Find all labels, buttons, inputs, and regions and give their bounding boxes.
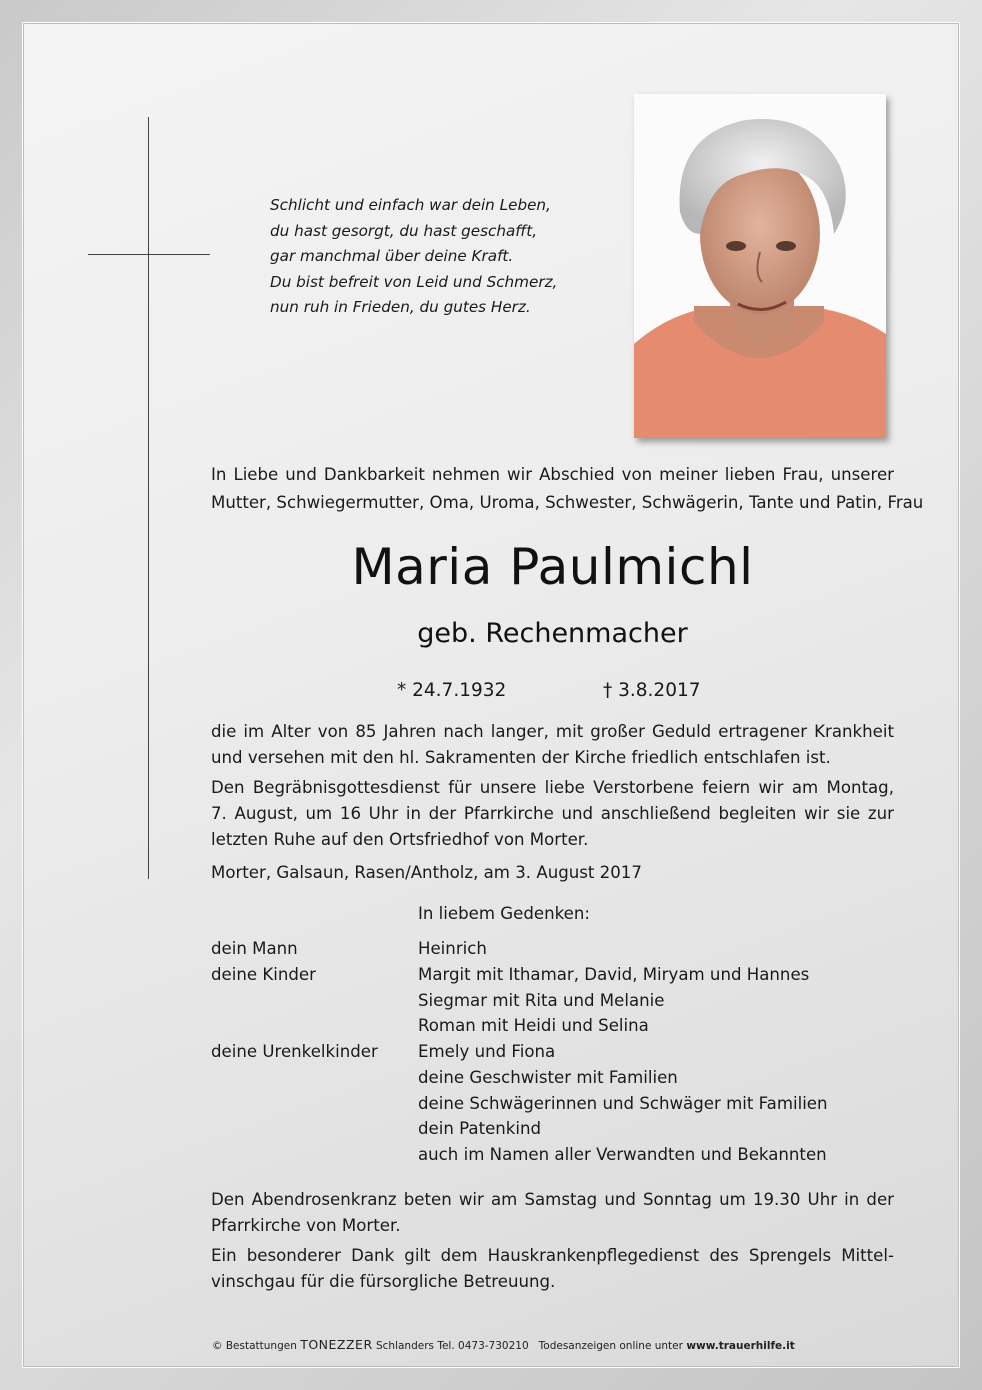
rosary-line: Den Abendrosenkranz beten wir am Samstag und Sonntag um 19.30 Uhr in der <box>211 1190 894 1209</box>
poem-line: du hast gesorgt, du hast geschafft, <box>270 221 538 240</box>
rosary-line: Pfarrkirche von Morter. <box>211 1216 401 1235</box>
thanks-line: Ein besonderer Dank gilt dem Hauskrankenpflegedienst des Sprengels Mittel- <box>211 1246 894 1265</box>
footer-online-text: Todesanzeigen online unter <box>538 1340 683 1352</box>
memory-heading: In liebem Gedenken: <box>418 904 590 923</box>
cross-icon-vertical <box>148 117 149 879</box>
family-label: deine Kinder <box>211 965 316 984</box>
portrait-photo <box>634 94 886 438</box>
family-name: Heinrich <box>418 939 487 958</box>
rosary-paragraph <box>211 1187 894 1239</box>
maiden-name: geb. Rechenmacher <box>417 618 688 649</box>
body-line: letzten Ruhe auf den Ortsfriedhof von Morter. <box>211 830 589 849</box>
footer <box>212 1338 795 1353</box>
intro-text-2 <box>211 490 924 516</box>
family-name: Emely und Fiona <box>418 1042 556 1061</box>
footer-copyright: © Bestattungen <box>212 1340 297 1352</box>
family-label: deine Urenkelkinder <box>211 1042 378 1061</box>
deceased-name: Maria Paulmichl <box>351 538 754 596</box>
thanks-line: vinschgau für die fürsorgliche Betreuung. <box>211 1272 556 1291</box>
poem <box>270 193 610 321</box>
body-paragraph-2 <box>211 775 894 853</box>
birth-date: * 24.7.1932 <box>397 680 507 701</box>
poem-line: gar manchmal über deine Kraft. <box>270 247 514 266</box>
poem-line: Schlicht und einfach war dein Leben, <box>270 196 551 214</box>
family-name: auch im Namen aller Verwandten und Bekannten <box>418 1145 827 1164</box>
family-name: Siegmar mit Rita und Melanie <box>418 991 665 1010</box>
family-name: dein Patenkind <box>418 1119 542 1138</box>
family-name: Margit mit Ithamar, David, Miryam und Hannes <box>418 965 810 984</box>
footer-phone: Tel. 0473-730210 <box>437 1340 529 1352</box>
body-line: die im Alter von 85 Jahren nach langer, mit großer Geduld ertragener Krankheit <box>211 722 894 741</box>
death-date: † 3.8.2017 <box>603 680 701 701</box>
family-name: Roman mit Heidi und Selina <box>418 1016 649 1035</box>
poem-line: nun ruh in Frieden, du gutes Herz. <box>270 298 531 317</box>
poem-line: Du bist befreit von Leid und Schmerz, <box>270 272 558 291</box>
portrait-illustration <box>634 94 886 438</box>
footer-url-link[interactable]: www.trauerhilfe.it <box>686 1340 795 1352</box>
cross-icon-horizontal <box>88 254 210 255</box>
intro-text <box>211 462 894 488</box>
intro-line: In Liebe und Dankbarkeit nehmen wir Abschied von meiner lieben Frau, unserer <box>211 465 894 484</box>
thanks-paragraph <box>211 1243 894 1295</box>
body-line: Den Begräbnisgottesdienst für unsere liebe Verstorbene feiern wir am Montag, <box>211 778 894 797</box>
footer-brand: TONEZZER <box>300 1337 373 1352</box>
family-label: dein Mann <box>211 939 298 958</box>
family-name: deine Geschwister mit Familien <box>418 1068 678 1087</box>
footer-city: Schlanders <box>375 1340 434 1352</box>
body-line: und versehen mit den hl. Sakramenten der Kirche friedlich entschlafen ist. <box>211 748 831 767</box>
family-name: deine Schwägerinnen und Schwäger mit Familien <box>418 1094 828 1113</box>
body-line: 7. August, um 16 Uhr in der Pfarrkirche und anschließend begleiten wir sie zur <box>211 804 894 823</box>
body-paragraph-1 <box>211 719 894 771</box>
intro-line: Mutter, Schwiegermutter, Oma, Uroma, Schwester, Schwägerin, Tante und Patin, Frau <box>211 493 924 512</box>
place-date: Morter, Galsaun, Rasen/Antholz, am 3. August 2017 <box>211 863 642 882</box>
